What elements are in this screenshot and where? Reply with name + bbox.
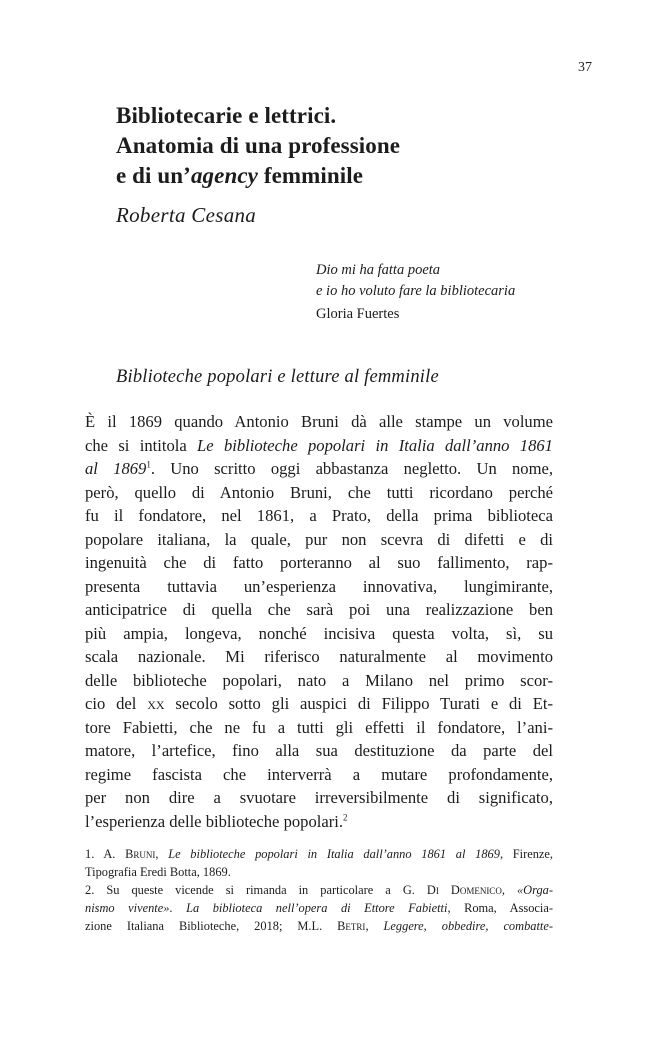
body-line: regime fascista che interverrà a mutare profondamente,: [85, 764, 553, 784]
footnote-text: zione Italiana Biblioteche, 2018; M.L.: [85, 919, 338, 933]
footnote-text: , Roma, Associa-: [447, 901, 553, 915]
epigraph-verse-2: e io ho voluto fare la bibliotecaria: [316, 283, 516, 299]
footnote-author: Bruni: [125, 847, 156, 861]
body-line: matore, l’artefice, fino alla sua destituzione da parte del: [85, 741, 553, 760]
footnote-ref-2[interactable]: 2: [343, 811, 348, 822]
footnote-text: ,: [365, 919, 384, 933]
title-line-3-start: e di un’: [116, 163, 191, 188]
body-text-span: cio del: [85, 694, 148, 713]
body-line: [85, 810, 553, 834]
footnote-1-line-1: [85, 845, 553, 863]
body-line: popolare italiana, la quale, pur non scevra di difetti e di: [85, 529, 553, 549]
title-line-2: Anatomia di una professione: [116, 133, 401, 158]
body-text-span: che si intitola: [85, 435, 198, 455]
chapter-author: Roberta Cesana: [116, 203, 257, 227]
body-line: tore Fabietti, che ne fu a tutti gli effetti il fondatore, l’ani-: [85, 717, 553, 737]
footnote-cited-title: «Orga-: [516, 883, 553, 897]
footnote-ref-1[interactable]: 1: [146, 459, 151, 470]
title-agency: agency: [190, 163, 258, 188]
footnote-text: ,: [501, 883, 517, 897]
footnote-text: .: [169, 901, 187, 915]
footnote-1-line-2: Tipografia Eredi Botta, 1869.: [85, 865, 231, 879]
title-line-3-end: femminile: [257, 163, 364, 188]
title-line-1: Bibliotecarie e lettrici.: [116, 103, 337, 128]
body-line: [85, 434, 553, 458]
body-line: fu il fondatore, nel 1861, a Prato, della prima biblioteca: [85, 506, 553, 525]
footnote-number: 2.: [85, 883, 95, 897]
cited-title-end: al 1869: [85, 459, 147, 478]
epigraph: [316, 260, 515, 325]
footnote-cited-title: La biblioteca nell’opera di Ettore Fabietti: [186, 901, 448, 915]
footnote-2-line-2: [85, 899, 553, 917]
body-line: È il 1869 quando Antonio Bruni dà alle stampe un volume: [85, 412, 553, 431]
body-line: [85, 457, 553, 481]
footnote-2-line-1: [85, 881, 553, 899]
footnote-author: Betri: [337, 919, 366, 933]
epigraph-attribution: Gloria Fuertes: [316, 306, 400, 322]
footnote-author: Di Domenico: [426, 883, 502, 897]
body-line: [85, 692, 553, 716]
body-line: però, quello di Antonio Bruni, che tutti ricordano perché: [85, 482, 553, 502]
body-line: anticipatrice di quella che sarà poi una realizzazione ben: [85, 600, 553, 619]
body-line: scala nazionale. Mi riferisco naturalmente al movimento: [85, 647, 553, 666]
century-numeral: xx: [147, 694, 165, 713]
body-line: più ampia, longeva, nonché incisiva questa volta, sì, su: [85, 623, 553, 643]
footnote-number: 1.: [85, 847, 95, 861]
footnotes: [85, 845, 553, 935]
section-heading: Biblioteche popolari e letture al femminile: [116, 367, 439, 387]
body-line: per non dire a svuotare irreversibilmente di significato,: [85, 788, 553, 807]
cited-title: Le biblioteche popolari in Italia dall’anno 1861: [197, 435, 553, 455]
epigraph-verse-1: Dio mi ha fatta poeta: [316, 262, 441, 278]
footnote-text: , Firenze,: [499, 847, 554, 861]
footnote-2-line-3: [85, 917, 553, 935]
chapter-title: [116, 101, 400, 191]
body-paragraph: [85, 410, 553, 833]
body-text-span: l’esperienza delle biblioteche popolari.: [85, 811, 344, 831]
body-text-span: . Uno scritto oggi abbastanza negletto. Un nome,: [150, 459, 554, 478]
footnote-text: Su queste vicende si rimanda in particolare a G.: [94, 883, 427, 897]
body-text-span: secolo sotto gli auspici di Filippo Turati e di Et-: [164, 694, 554, 713]
footnote-cited-title: Leggere, obbedire, combatte-: [383, 919, 553, 933]
body-line: presenta tuttavia un’esperienza innovativa, lungimirante,: [85, 576, 553, 596]
body-line: delle biblioteche popolari, nato a Milano nel primo scor-: [85, 670, 553, 690]
footnote-cited-title: nismo vivente»: [85, 901, 170, 915]
footnote-text: A.: [103, 847, 126, 861]
footnote-text: ,: [155, 847, 169, 861]
page-number: 37: [578, 60, 592, 75]
body-line: ingenuità che di fatto porteranno al suo fallimento, rap-: [85, 553, 553, 572]
footnote-cited-title: Le biblioteche popolari in Italia dall’anno 1861 al 1869: [168, 847, 500, 861]
title-line-3: [116, 161, 400, 191]
